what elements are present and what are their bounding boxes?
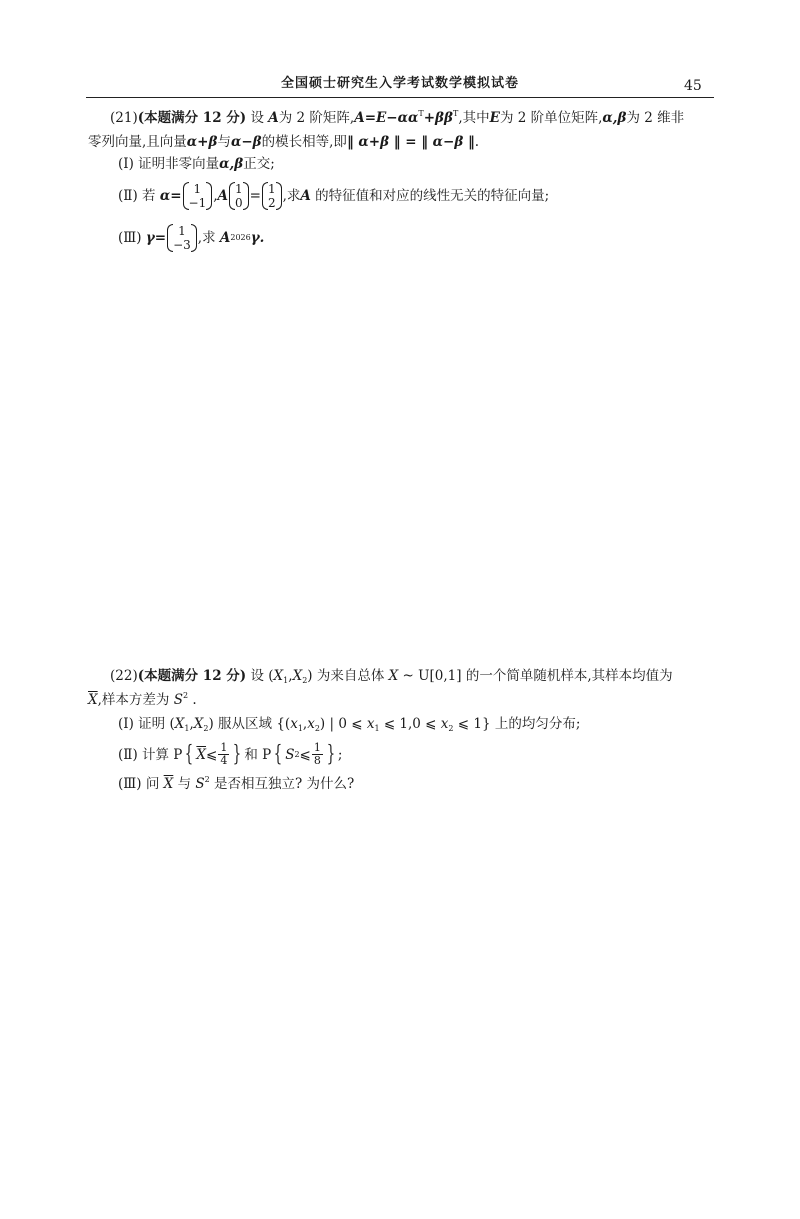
text: 是否相互独立? 为什么? bbox=[214, 776, 355, 792]
part-label: (Ⅲ) bbox=[118, 776, 142, 792]
subscript: 1 bbox=[374, 724, 380, 733]
math-symbol: γ. bbox=[250, 230, 265, 246]
superscript: 2 bbox=[204, 775, 210, 784]
superscript: 2 bbox=[182, 691, 189, 700]
subscript: 1 bbox=[184, 724, 190, 733]
problem-22-line-1 bbox=[110, 668, 673, 684]
text: 的模长相等,即 bbox=[261, 134, 347, 150]
text: 正交; bbox=[243, 156, 275, 172]
math-formula: ‖ α+β ‖ = ‖ α−β ‖ bbox=[346, 134, 475, 150]
subscript: 2 bbox=[314, 724, 320, 733]
fraction-one-quarter bbox=[218, 742, 229, 767]
subscript: 1 bbox=[283, 676, 289, 685]
text: ) 为来自总体 bbox=[307, 668, 385, 684]
math-symbol: X bbox=[292, 668, 303, 684]
problem-21-line-1 bbox=[110, 110, 684, 126]
text: 设 bbox=[250, 110, 264, 126]
vector-entry: −3 bbox=[173, 238, 191, 252]
text: . bbox=[188, 692, 197, 708]
text: 计算 P bbox=[142, 746, 183, 763]
math-symbol: $\overline{X}$ bbox=[196, 746, 207, 763]
text: ,其中 bbox=[458, 110, 490, 126]
math-symbol: x bbox=[366, 716, 375, 732]
text: 问 bbox=[145, 776, 160, 792]
header-title: 全国硕士研究生入学考试数学模拟试卷 bbox=[280, 76, 519, 91]
math-formula: α+β bbox=[186, 134, 218, 150]
text: 与 bbox=[177, 776, 192, 792]
vector-1-0 bbox=[229, 182, 249, 210]
text: = bbox=[249, 188, 261, 204]
math-formula: +ββ bbox=[423, 110, 453, 126]
text: 为 2 阶矩阵, bbox=[278, 110, 355, 126]
part-label: (Ⅰ) bbox=[118, 156, 134, 172]
text: 零列向量,且向量 bbox=[88, 134, 187, 150]
problem-number: (21) bbox=[110, 110, 138, 126]
text: . bbox=[474, 134, 480, 150]
denominator: 8 bbox=[313, 754, 321, 767]
text: 证明 ( bbox=[138, 716, 175, 732]
vector-entry: 1 bbox=[178, 224, 186, 238]
numerator: 1 bbox=[313, 741, 321, 754]
math-symbol: $\overline{X}$ bbox=[163, 776, 174, 792]
math-symbol: $\overline{X}$ bbox=[88, 692, 98, 708]
text: 设 ( bbox=[250, 668, 274, 684]
vector-entry: 0 bbox=[235, 196, 243, 210]
math-symbol: X bbox=[388, 668, 399, 684]
text: 为 2 阶单位矩阵, bbox=[499, 110, 603, 126]
problem-number: (22) bbox=[110, 668, 138, 684]
right-angle-bracket: } bbox=[326, 741, 336, 767]
math-symbol: E bbox=[489, 110, 500, 126]
problem-21-part-2 bbox=[118, 182, 549, 210]
vector-entry: 1 bbox=[267, 182, 276, 196]
part-label: (Ⅱ) bbox=[118, 746, 138, 763]
superscript: T bbox=[453, 109, 459, 118]
math-symbol: S bbox=[285, 746, 295, 763]
right-angle-bracket: } bbox=[233, 741, 242, 767]
text: 的特征值和对应的线性无关的特征向量; bbox=[315, 188, 550, 204]
text: 若 bbox=[142, 188, 156, 204]
text: ) | 0 ⩽ bbox=[319, 716, 367, 732]
fraction-one-eighth bbox=[312, 742, 323, 767]
math-symbol: X bbox=[273, 668, 284, 684]
part-label: (Ⅲ) bbox=[118, 230, 142, 246]
math-symbol: α,β bbox=[602, 110, 627, 126]
problem-22-part-3 bbox=[118, 776, 354, 792]
text: 和 P bbox=[244, 746, 272, 763]
header-rule bbox=[86, 97, 714, 98]
math-symbol: x bbox=[440, 716, 449, 732]
problem-21-part-3: (Ⅲ) γ= 1 −3 ,求 A 2026 γ. bbox=[118, 224, 265, 252]
text: 与 bbox=[217, 134, 231, 150]
problem-22-line-2 bbox=[88, 692, 197, 708]
math-symbol: S bbox=[173, 692, 183, 708]
text: , bbox=[213, 188, 218, 204]
vector-1-2 bbox=[262, 182, 282, 210]
math-symbol: A bbox=[268, 110, 279, 126]
problem-21-line-2 bbox=[88, 134, 479, 150]
math-symbol: α= bbox=[159, 188, 182, 204]
problem-22-part-1: (Ⅰ) 证明 $(X_1,X_2)$ 服从区域 {$(x_1,x_2)$ | 0 ⩽ $x_1$ ⩽ 1,0 ⩽ $x_2$ ⩽ 1} 上的均匀分布; bbox=[118, 716, 581, 733]
math-symbol: A bbox=[217, 188, 228, 204]
text: 证明非零向量 bbox=[138, 156, 220, 172]
subscript: 2 bbox=[203, 724, 209, 733]
text: 为 2 维非 bbox=[626, 110, 685, 126]
problem-21-part-1 bbox=[118, 156, 275, 172]
subscript: 2 bbox=[302, 676, 308, 685]
math-symbol: A bbox=[219, 230, 231, 246]
problem-22-part-2: (Ⅱ) 计算 P { $\overline{X}$ ⩽ $\frac{1}{4}$ } 和 P { S 2 ⩽ $\frac{1}{8}$ } ; bbox=[118, 741, 343, 767]
math-symbol: x bbox=[307, 716, 315, 732]
math-symbol: S bbox=[195, 776, 205, 792]
math-symbol: γ= bbox=[145, 230, 167, 246]
text: ⩽ 1} 上的均匀分布; bbox=[453, 716, 581, 732]
vector-entry: 1 bbox=[193, 182, 202, 196]
part-label: (Ⅰ) bbox=[118, 716, 134, 732]
left-angle-bracket: { bbox=[185, 741, 194, 767]
math-symbol: A bbox=[300, 188, 311, 204]
vector-entry: 1 bbox=[235, 182, 243, 196]
subscript: 2 bbox=[448, 724, 454, 733]
vector-alpha bbox=[183, 182, 213, 210]
vector-entry: 2 bbox=[267, 196, 276, 210]
math-formula: α−β bbox=[230, 134, 262, 150]
left-angle-bracket: { bbox=[274, 741, 283, 767]
text: ⩽ 1,0 ⩽ bbox=[379, 716, 441, 732]
math-symbol: α,β bbox=[219, 156, 244, 172]
text: ⩽ bbox=[299, 746, 311, 763]
vector-entry: −1 bbox=[188, 196, 207, 210]
denominator: 4 bbox=[220, 754, 228, 767]
math-symbol: x bbox=[290, 716, 298, 732]
subscript: 1 bbox=[297, 724, 303, 733]
math-formula: A=E−αα bbox=[354, 110, 419, 126]
vector-gamma bbox=[167, 224, 197, 252]
part-label: (Ⅱ) bbox=[118, 188, 138, 204]
math-symbol: X bbox=[193, 716, 204, 732]
text: ; bbox=[337, 746, 343, 763]
text: ,样本方差为 bbox=[97, 692, 170, 708]
text: ,求 bbox=[282, 188, 301, 204]
text: ) 服从区域 {( bbox=[208, 716, 291, 732]
superscript: T bbox=[418, 109, 424, 118]
page-number: 45 bbox=[684, 78, 702, 94]
text: ⩽ bbox=[206, 746, 218, 763]
score-label: (本题满分 12 分) bbox=[137, 668, 247, 684]
text: ~ U[0,1] 的一个简单随机样本,其样本均值为 bbox=[398, 668, 673, 684]
text: , bbox=[288, 668, 293, 684]
text: ,求 bbox=[197, 230, 216, 246]
numerator: 1 bbox=[220, 741, 228, 754]
math-symbol: X bbox=[174, 716, 185, 732]
score-label: (本题满分 12 分) bbox=[137, 110, 247, 126]
